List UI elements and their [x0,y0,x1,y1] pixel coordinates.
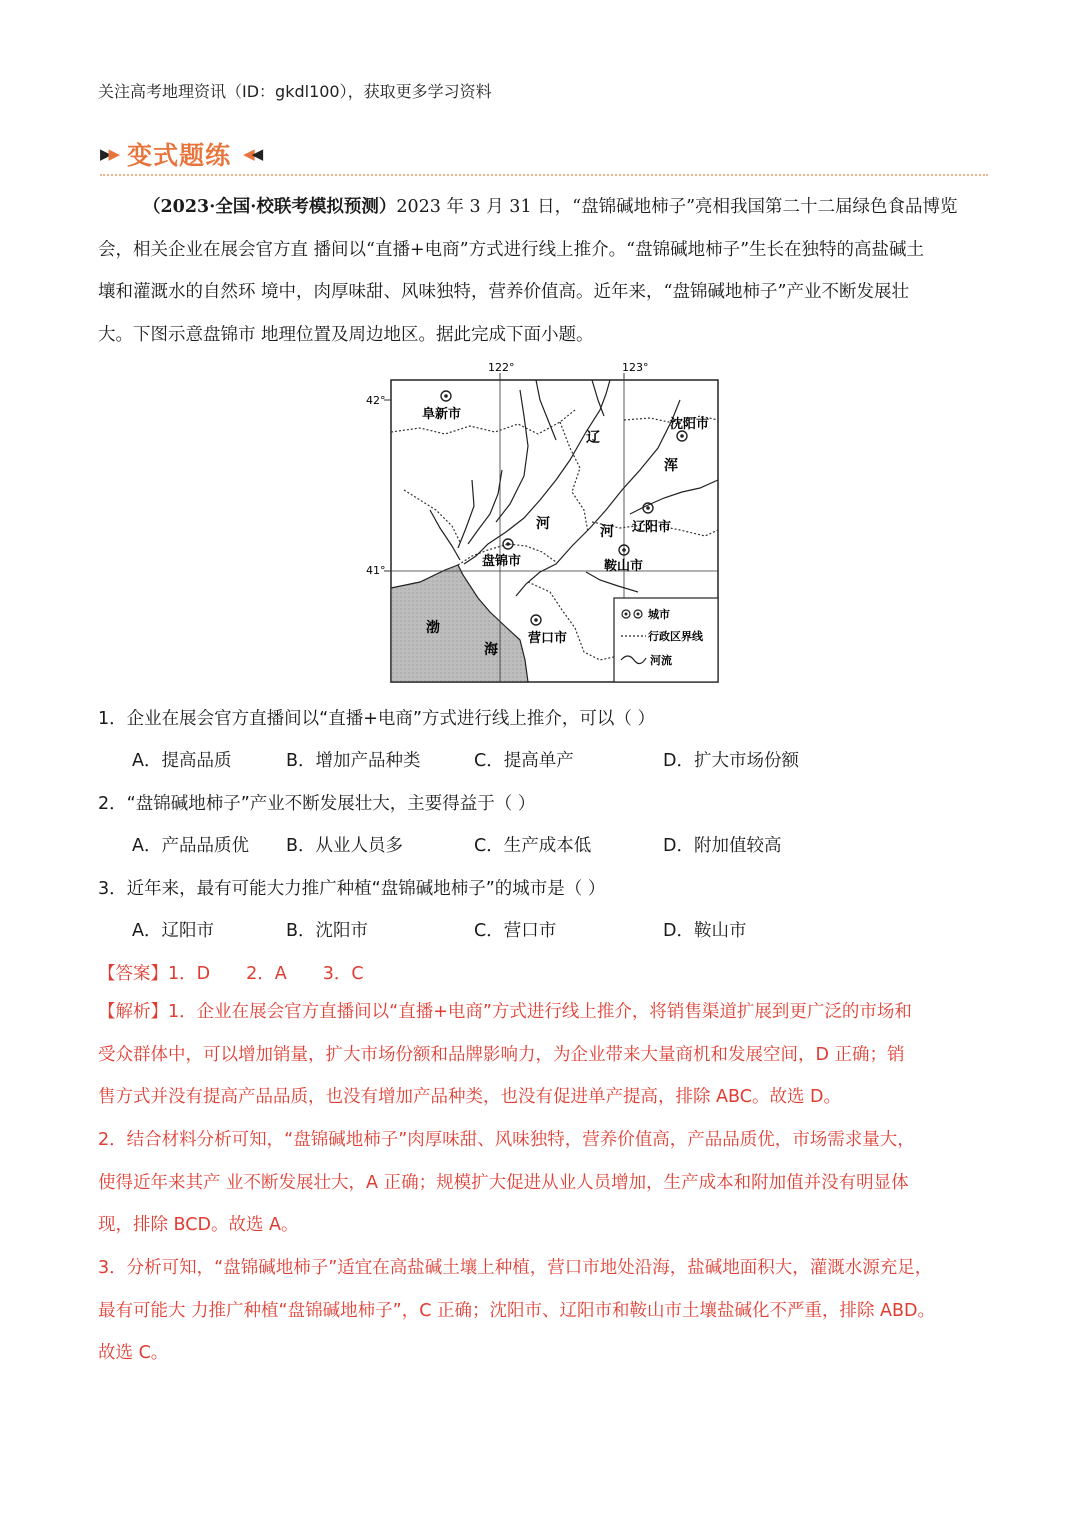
boundary-west [404,490,460,542]
boundary-mid [560,422,588,532]
analysis-line: 使得近年来其产 业不断发展壮大，A 正确；规模扩大促进从业人员增加，生产成本和附加值并没有明显体 [98,1172,909,1193]
section-header [100,134,260,174]
tributary-n3 [592,380,604,416]
question-1-option-c: C．提高单产 [474,751,574,771]
liao-river [464,380,610,564]
map-figure [360,360,722,686]
city-label-shenyang: 沈阳市 [670,417,710,432]
bohai-sea [391,565,528,682]
legend-city: 城市 [648,608,670,621]
boundary-north [391,410,575,434]
lon-label-122: 122° [488,361,515,374]
city-label-fuxin: 阜新市 [422,407,462,422]
section-title: 变式题练 [127,141,232,170]
answer-2: 2．A [246,964,287,984]
answer-1: 1．D [168,964,211,984]
map-svg [360,360,722,686]
question-source: （2023·全国·校联考模拟预测） [143,197,397,217]
tributary-n1 [536,380,556,440]
river-label-he2: 河 [600,524,614,540]
analysis-line: 3．分析可知，“盘锦碱地柿子”适宜在高盐碱土壤上种植，营口市地处沿海，盐碱地面积大，灌溉水源充足， [98,1258,933,1278]
analysis-line: 2．结合材料分析可知，“盘锦碱地柿子”肉厚味甜、风味独特，营养价值高，产品品质优，市场需求量大， [98,1130,915,1150]
question-3-option-d: D．鞍山市 [663,921,747,941]
intro-paragraph [98,186,983,356]
river-label-liao: 辽 [586,430,600,446]
sea-label-hai: 海 [484,642,498,658]
city-label-yingkou: 营口市 [528,631,568,646]
left-arrows-icon: ◀◀ [243,145,261,163]
question-1-option-a: A．提高品质 [132,751,232,771]
intro-line: 2023 年 3 月 31 日，“盘锦碱地柿子”亮相我国第二十二届绿色食品博览 [396,197,958,217]
lat-label-42: 42° [366,394,386,407]
answer-3: 3．C [322,964,364,984]
question-1-option-b: B．增加产品种类 [286,751,421,771]
question-3-stem: 3．近年来，最有可能大力推广种植“盘锦碱地柿子”的城市是（ ） [98,879,606,899]
tributary-w2 [458,480,474,548]
question-3-option-c: C．营口市 [474,921,557,941]
analysis-paragraph-1 [98,991,986,1119]
analysis-paragraph-2 [98,1119,986,1247]
question-2-option-c: C．生产成本低 [474,836,592,856]
question-1-option-d: D．扩大市场份额 [663,751,799,771]
analysis-line: 受众群体中，可以增加销量，扩大市场份额和品牌影响力，为企业带来大量商机和发展空间，D 正确；销 [98,1044,905,1065]
question-2-stem: 2．“盘锦碱地柿子”产业不断发展壮大，主要得益于（ ） [98,794,536,814]
tributary-w3 [430,510,460,560]
analysis-line: 故选 C。 [98,1343,169,1363]
answer-line [98,960,364,985]
question-1-stem: 1．企业在展会官方直播间以“直播+电商”方式进行线上推介，可以（ ） [98,709,655,729]
analysis-line: 现，排除 BCD。故选 A。 [98,1215,299,1235]
river-label-hun: 浑 [664,458,678,474]
tributary-s1 [586,572,638,592]
question-2-option-b: B．从业人员多 [286,836,404,856]
sea-label-bo: 渤 [426,620,440,636]
analysis-line: 1．企业在展会官方直播间以“直播+电商”方式进行线上推介，将销售渠道扩展到更广泛的市场和 [168,1002,912,1022]
intro-line: 大。下图示意盘锦市 地理位置及周边地区。据此完成下面小题。 [98,324,594,345]
legend-boundary: 行政区界线 [648,630,703,643]
city-label-panjin: 盘锦市 [482,554,522,569]
lat-label-41: 41° [366,564,386,577]
legend-river: 河流 [650,654,672,667]
intro-line: 会，相关企业在展会官方直 播间以“直播+电商”方式进行线上推介。“盘锦碱地柿子”生长在独特的高盐碱土 [98,239,925,260]
answer-label: 【答案】 [98,964,168,984]
map-legend [614,598,718,682]
question-3-option-a: A．辽阳市 [132,921,214,941]
river-label-he1: 河 [536,516,550,532]
city-label-liaoyang: 辽阳市 [632,520,672,535]
intro-line: 壤和灌溉水的自然环 境中，肉厚味甜、风味独特，营养价值高。近年来，“盘锦碱地柿子”产业不断发展壮 [98,282,909,302]
right-arrows-icon: ▶▶ [100,145,118,163]
analysis-line: 售方式并没有提高产品品质，也没有增加产品种类，也没有促进单产提高，排除 ABC。故选 D。 [98,1087,841,1107]
analysis-label: 【解析】 [98,1002,168,1022]
question-3-option-b: B．沈阳市 [286,921,369,941]
question-2-option-d: D．附加值较高 [663,836,782,856]
city-markers [441,391,687,625]
header-note: 关注高考地理资讯（ID：gkdl100），获取更多学习资料 [98,82,492,101]
lon-label-123: 123° [622,361,649,374]
question-2-option-a: A．产品品质优 [132,836,249,856]
tributary-n2 [496,390,528,522]
section-divider [100,174,988,176]
analysis-line: 最有可能大 力推广种植“盘锦碱地柿子”，C 正确；沈阳市、辽阳市和鞍山市土壤盐碱化不严重，排除 ABD。 [98,1300,935,1321]
analysis-paragraph-3 [98,1247,986,1375]
city-label-anshan: 鞍山市 [604,559,644,574]
